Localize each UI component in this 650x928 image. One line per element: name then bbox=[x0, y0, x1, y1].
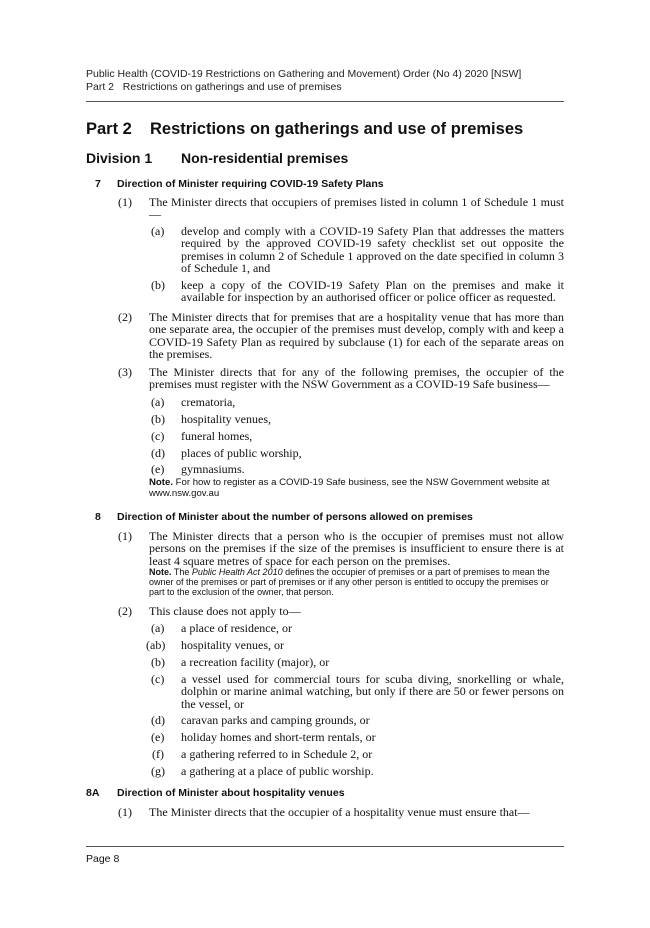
list-item-label: (a) bbox=[151, 621, 165, 635]
paragraph-label: (a) bbox=[151, 224, 165, 238]
subclause-label: (1) bbox=[118, 529, 132, 543]
note-label: Note. bbox=[149, 567, 172, 577]
page-number: Page 8 bbox=[86, 853, 120, 865]
note-act-name: Public Health Act 2010 bbox=[191, 567, 283, 577]
footer-rule bbox=[86, 846, 564, 847]
subclause-label: (2) bbox=[118, 310, 132, 324]
note-text: The bbox=[171, 567, 192, 577]
subclause-text: The Minister directs that the occupier of a hospitality venue must ensure that— bbox=[149, 805, 530, 819]
subclause-text: The Minister directs that a person who is the occupier of premises must not allow persons on the premises if the size of the premises is insufficient to ensure there is at least 4 square metres of space for each person on the premises. bbox=[149, 529, 564, 568]
list-item-text: crematoria, bbox=[181, 395, 236, 409]
section-number: 8 bbox=[95, 511, 101, 523]
section-number: 8A bbox=[86, 787, 100, 799]
note-label: Note. bbox=[149, 477, 173, 488]
section-7-heading bbox=[86, 178, 384, 190]
list-item-text: a vessel used for commercial tours for scuba diving, snorkelling or whale, dolphin or marine animal watching, but only if there are 50 or fewer persons on the vessel, or bbox=[181, 672, 564, 711]
division-heading bbox=[86, 150, 348, 166]
list-item-text: caravan parks and camping grounds, or bbox=[181, 713, 370, 727]
section-number: 7 bbox=[95, 178, 101, 190]
section-8a-heading bbox=[86, 787, 345, 799]
list-item-text: funeral homes, bbox=[181, 429, 253, 443]
list-item-text: a gathering referred to in Schedule 2, or bbox=[181, 747, 373, 761]
list-item-text: a place of residence, or bbox=[181, 621, 292, 635]
paragraph-text: develop and comply with a COVID-19 Safety Plan that addresses the matters required by the approved COVID-19 safety checklist set out opposite the premises in column 2 of Schedule 1 approved on the date specified in column 3 of Schedule 1, and bbox=[181, 224, 564, 276]
note bbox=[149, 567, 564, 597]
list-item-label: (e) bbox=[151, 730, 165, 744]
division-title: Non-residential premises bbox=[181, 150, 349, 166]
paragraph-text: keep a copy of the COVID-19 Safety Plan on the premises and make it available for inspection by an authorised officer or police officer as requested. bbox=[181, 278, 564, 305]
list-item-label: (c) bbox=[151, 429, 165, 443]
list-item-label: (b) bbox=[151, 412, 165, 426]
list-item-text: holiday homes and short-term rentals, or bbox=[181, 730, 376, 744]
list-item-text: hospitality venues, bbox=[181, 412, 271, 426]
part-title: Restrictions on gatherings and use of premises bbox=[150, 120, 524, 138]
subclause-label: (2) bbox=[118, 604, 132, 618]
list-item-text: a gathering at a place of public worship. bbox=[181, 764, 374, 778]
paragraph-label: (b) bbox=[151, 278, 165, 292]
list-item-label: (d) bbox=[151, 713, 165, 727]
list-item-text: places of public worship, bbox=[181, 446, 302, 460]
running-header bbox=[86, 68, 564, 94]
list-item-text: gymnasiums. bbox=[181, 462, 245, 476]
header-rule bbox=[86, 101, 564, 102]
list-item-label: (f) bbox=[152, 747, 164, 761]
section-title: Direction of Minister requiring COVID-19 Safety Plans bbox=[117, 178, 384, 190]
list-item-label: (d) bbox=[151, 446, 165, 460]
part-heading bbox=[86, 120, 523, 139]
section-title: Direction of Minister about the number of persons allowed on premises bbox=[117, 511, 473, 523]
subclause-label: (1) bbox=[118, 195, 132, 209]
note-text: defines the occupier of premises or a part of premises to mean the owner of the premises or part of premises or if any other person is entitled to occupy the premises or part to the exclusion of the owner, that person. bbox=[149, 567, 550, 597]
list-item-label: (c) bbox=[151, 672, 165, 686]
subclause-text: The Minister directs that for any of the following premises, the occupier of the premises must register with the NSW Government as a COVID-19 Safe business— bbox=[149, 365, 564, 392]
header-subtitle: Part 2 Restrictions on gatherings and use of premises bbox=[86, 81, 342, 93]
section-title: Direction of Minister about hospitality venues bbox=[117, 787, 345, 799]
section-8-heading bbox=[86, 511, 473, 523]
list-item-label: (g) bbox=[151, 764, 165, 778]
subclause-label: (3) bbox=[118, 365, 132, 379]
list-item-label: (a) bbox=[151, 395, 165, 409]
subclause-text: This clause does not apply to— bbox=[149, 604, 301, 618]
subclause-text: The Minister directs that for premises that are a hospitality venue that has more than one separate area, the occupier of the premises must develop, comply with and keep a COVID-19 Safety Plan as required by subclause (1) for each of the separate areas on the premises. bbox=[149, 310, 564, 362]
division-number: Division 1 bbox=[86, 150, 153, 166]
note bbox=[149, 477, 564, 499]
note-text: For how to register as a COVID-19 Safe business, see the NSW Government website at www.nsw.gov.au bbox=[149, 477, 550, 499]
list-item-label: (b) bbox=[151, 655, 165, 669]
subclause-text: The Minister directs that occupiers of premises listed in column 1 of Schedule 1 must— bbox=[149, 195, 564, 222]
list-item-label: (e) bbox=[151, 462, 165, 476]
part-number: Part 2 bbox=[86, 120, 132, 138]
list-item-label: (ab) bbox=[146, 638, 166, 652]
header-title: Public Health (COVID-19 Restrictions on Gathering and Movement) Order (No 4) 2020 [NSW] bbox=[86, 68, 522, 80]
list-item-text: a recreation facility (major), or bbox=[181, 655, 330, 669]
list-item-text: hospitality venues, or bbox=[181, 638, 284, 652]
subclause-label: (1) bbox=[118, 805, 132, 819]
